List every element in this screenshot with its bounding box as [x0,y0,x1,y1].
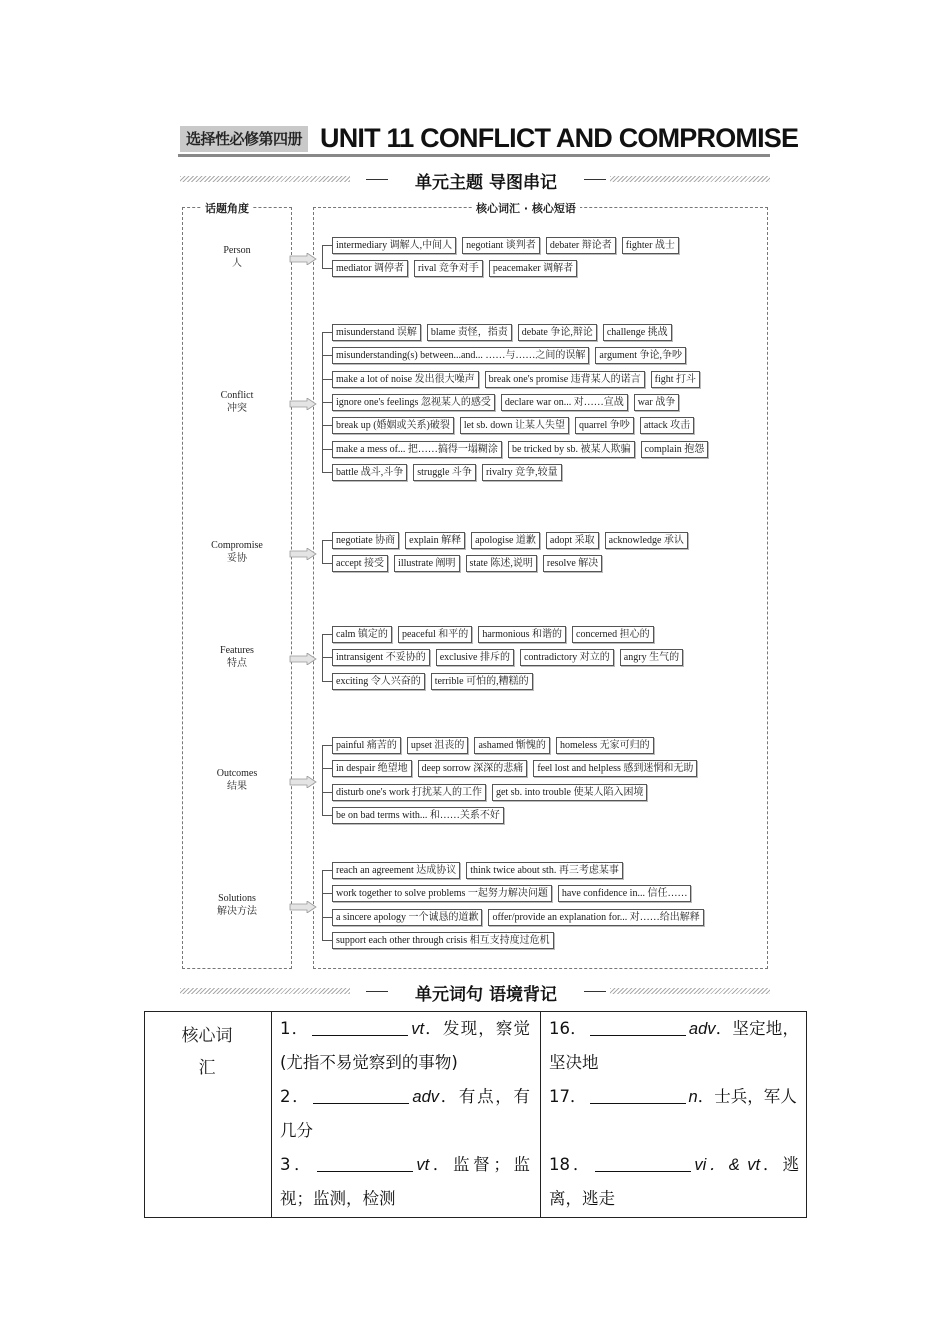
answer-blank[interactable] [595,1152,691,1172]
entry-meaning: ．监督；监视；监测，检测 [280,1155,531,1208]
vocab-term-box: misunderstand 误解 [332,324,421,341]
vocab-row [332,371,706,389]
entry-meaning: ．逃离，逃走 [549,1155,800,1208]
vocab-row [332,807,510,825]
vocab-term-box: quarrel 争吵 [575,417,634,434]
vocab-row [332,737,660,755]
vocab-row [332,394,685,412]
vocab-term-box: reach an agreement 达成协议 [332,862,460,879]
vocab-term-box: make a mess of... 把……搞得一塌糊涂 [332,441,502,458]
vocab-entry [549,1080,799,1114]
answer-blank[interactable] [590,1084,686,1104]
vocab-term-box: contradictory 对立的 [520,649,614,666]
entry-number: 16． [549,1019,587,1038]
topic-en: Solutions [218,892,256,904]
vocab-term-box: calm 镇定的 [332,626,392,643]
vocab-term-box: ashamed 惭愧的 [474,737,550,754]
entry-meaning: ．有点，有几分 [280,1087,531,1140]
vocab-row [332,532,694,550]
group-bracket [322,745,332,816]
entry-meaning: ．坚定地，坚决地 [549,1019,800,1072]
arrow-icon [289,653,317,665]
vocab-term-box: angry 生气的 [620,649,683,666]
vocab-term-box: mediator 调停者 [332,260,408,277]
vocab-row [332,673,539,691]
entry-number: 3． [280,1155,315,1174]
vocab-row [332,649,689,667]
vocab-column-right [541,1012,806,1217]
vocab-term-box: resolve 解决 [543,555,602,572]
section-title: 单元主题 导图串记 [370,168,602,193]
vocab-row [332,626,660,644]
topic-en: Compromise [211,539,263,551]
vocab-entry [280,1012,530,1079]
vocab-term-box: explain 解释 [405,532,465,549]
vocab-row [332,862,629,880]
vocab-term-box: harmonious 和谐的 [478,626,566,643]
vocab-term-box: negotiate 协商 [332,532,399,549]
vocab-term-box: complain 抱怨 [641,441,709,458]
vocab-row [332,260,583,278]
vocab-term-box: rivalry 竞争,较量 [482,464,562,481]
panel-title-topics: 话题角度 [201,200,253,216]
answer-blank[interactable] [312,1016,408,1036]
vocab-term-box: homeless 无家可归的 [556,737,654,754]
topic-zh: 结果 [227,780,247,792]
book-tag: 选择性必修第四册 [180,126,308,152]
vocab-column-left [272,1012,541,1217]
vocab-term-box: declare war on... 对……宣战 [501,394,628,411]
vocab-term-box: fighter 战士 [622,237,679,254]
vocab-panel [313,202,768,969]
vocab-term-box: exclusive 排斥的 [436,649,514,666]
vocab-term-box: apologise 道歉 [471,532,540,549]
topic-zh: 特点 [227,658,247,670]
vocab-term-box: acknowledge 承认 [605,532,688,549]
entry-number: 17． [549,1087,587,1106]
vocab-term-box: peacemaker 调解者 [489,260,577,277]
topic-zh: 妥协 [227,552,247,564]
vocab-term-box: misunderstanding(s) between...and... ……与……之间的误解 [332,347,589,364]
vocab-term-box: painful 痛苦的 [332,737,401,754]
vocab-term-box: intransigent 不妥协的 [332,649,430,666]
part-of-speech: vt [416,1156,430,1174]
vocab-row [332,784,653,802]
vocab-term-box: terrible 可怕的,糟糕的 [431,673,533,690]
group-bracket [322,540,332,564]
vocab-term-box: adopt 采取 [546,532,599,549]
topic-panel [182,202,292,969]
topic-en: Outcomes [216,767,258,779]
group-bracket [322,870,332,941]
topic-label [182,539,292,565]
vocab-term-box: battle 战斗,斗争 [332,464,407,481]
vocab-row [332,932,560,950]
vocab-term-box: accept 接受 [332,555,388,572]
vocab-term-box: intermediary 调解人,中间人 [332,237,456,254]
vocab-term-box: offer/provide an explanation for... 对……给出解释 [488,909,703,926]
section-title: 单元词句 语境背记 [370,980,602,1005]
part-of-speech: adv [412,1088,440,1106]
answer-blank[interactable] [317,1152,413,1172]
vocab-term-box: concerned 担心的 [572,626,654,643]
topic-en: Person [223,244,251,256]
group-bracket [322,245,332,269]
topic-label [182,767,292,793]
vocab-row [332,417,700,435]
arrow-icon [289,398,317,410]
part-of-speech: n [688,1088,698,1106]
vocab-term-box: rival 竞争对手 [414,260,483,277]
vocab-heading-cell [145,1012,272,1217]
vocab-term-box: get sb. into trouble 使某人陷入困境 [492,784,648,801]
unit-header [178,123,799,157]
vocab-term-box: argument 争论,争吵 [595,347,686,364]
vocab-term-box: debater 辩论者 [546,237,616,254]
section-bar-theme [180,168,770,193]
entry-number: 2． [280,1087,311,1106]
vocab-term-box: struggle 斗争 [413,464,476,481]
vocab-term-box: work together to solve problems 一起努力解决问题 [332,885,552,902]
vocab-row [332,555,608,573]
vocab-term-box: debate 争论,辩论 [518,324,597,341]
vocab-term-box: blame 责怪，指责 [427,324,512,341]
vocab-entry [549,1148,799,1215]
topic-label [182,389,292,415]
vocab-term-box: be tricked by sb. 被某人欺骗 [508,441,635,458]
vocab-term-box: challenge 挑战 [603,324,672,341]
vocab-term-box: in despair 绝望地 [332,760,412,777]
vocab-term-box: break one's promise 违背某人的诺言 [485,371,645,388]
topic-en: Conflict [220,389,254,401]
vocab-row [332,237,685,255]
vocab-term-box: exciting 令人兴奋的 [332,673,425,690]
vocab-term-box: support each other through crisis 相互支持度过危机 [332,932,554,949]
vocab-term-box: think twice about sth. 再三考虑某事 [466,862,623,879]
vocab-term-box: attack 攻击 [640,417,694,434]
header-rule [178,154,770,157]
vocab-term-box: peaceful 和平的 [398,626,472,643]
vocab-term-box: disturb one's work 打扰某人的工作 [332,784,486,801]
vocab-heading: 核心词汇 [181,1026,233,1078]
vocab-term-box: war 战争 [634,394,680,411]
vocab-row [332,909,710,927]
vocab-row [332,441,714,459]
vocab-term-box: negotiant 谈判者 [462,237,540,254]
vocab-term-box: state 陈述,说明 [466,555,537,572]
topic-zh: 解决方法 [217,905,257,917]
vocab-row [332,464,568,482]
vocab-term-box: deep sorrow 深深的悲痛 [418,760,528,777]
panel-title-vocab: 核心词汇 · 核心短语 [472,200,580,216]
topic-label [182,644,292,670]
vocab-term-box: fight 打斗 [651,371,700,388]
part-of-speech: vt [411,1020,425,1038]
vocab-term-box: be on bad terms with... 和……关系不好 [332,807,504,824]
unit-title: UNIT 11 CONFLICT AND COMPROMISE [320,123,799,153]
entry-number: 1． [280,1019,310,1038]
answer-blank[interactable] [313,1084,409,1104]
topic-zh: 人 [232,257,242,269]
vocab-term-box: let sb. down 让某人失望 [460,417,569,434]
vocab-row [332,760,703,778]
answer-blank[interactable] [590,1016,686,1036]
arrow-icon [289,901,317,913]
vocab-term-box: break up (婚姻或关系)破裂 [332,417,454,434]
arrow-icon [289,253,317,265]
arrow-icon [289,776,317,788]
topic-label [182,244,292,270]
part-of-speech: adv [688,1020,716,1038]
section-bar-words [180,980,770,1005]
vocab-entry [280,1080,530,1147]
vocab-table [144,1011,807,1218]
vocab-term-box: a sincere apology 一个诚恳的道歉 [332,909,482,926]
vocab-term-box: feel lost and helpless 感到迷惘和无助 [533,760,697,777]
vocab-row [332,324,678,342]
entry-meaning: ．士兵，军人 [697,1087,797,1106]
arrow-icon [289,548,317,560]
topic-label [182,892,292,918]
part-of-speech: vi．& vt [694,1156,761,1174]
entry-meaning: ．发现，察觉(尤指不易觉察到的事物) [280,1019,531,1072]
vocab-row [332,347,692,365]
vocab-term-box: ignore one's feelings 忽视某人的感受 [332,394,495,411]
vocab-entry [549,1012,799,1079]
topic-en: Features [220,645,254,657]
vocab-term-box: have confidence in... 信任…… [558,885,692,902]
vocab-term-box: upset 沮丧的 [407,737,469,754]
vocab-row [332,885,697,903]
topic-zh: 冲突 [227,402,247,414]
vocab-term-box: make a lot of noise 发出很大噪声 [332,371,479,388]
vocab-term-box: illustrate 阐明 [394,555,460,572]
entry-number: 18． [549,1155,593,1174]
vocab-entry [280,1148,530,1215]
